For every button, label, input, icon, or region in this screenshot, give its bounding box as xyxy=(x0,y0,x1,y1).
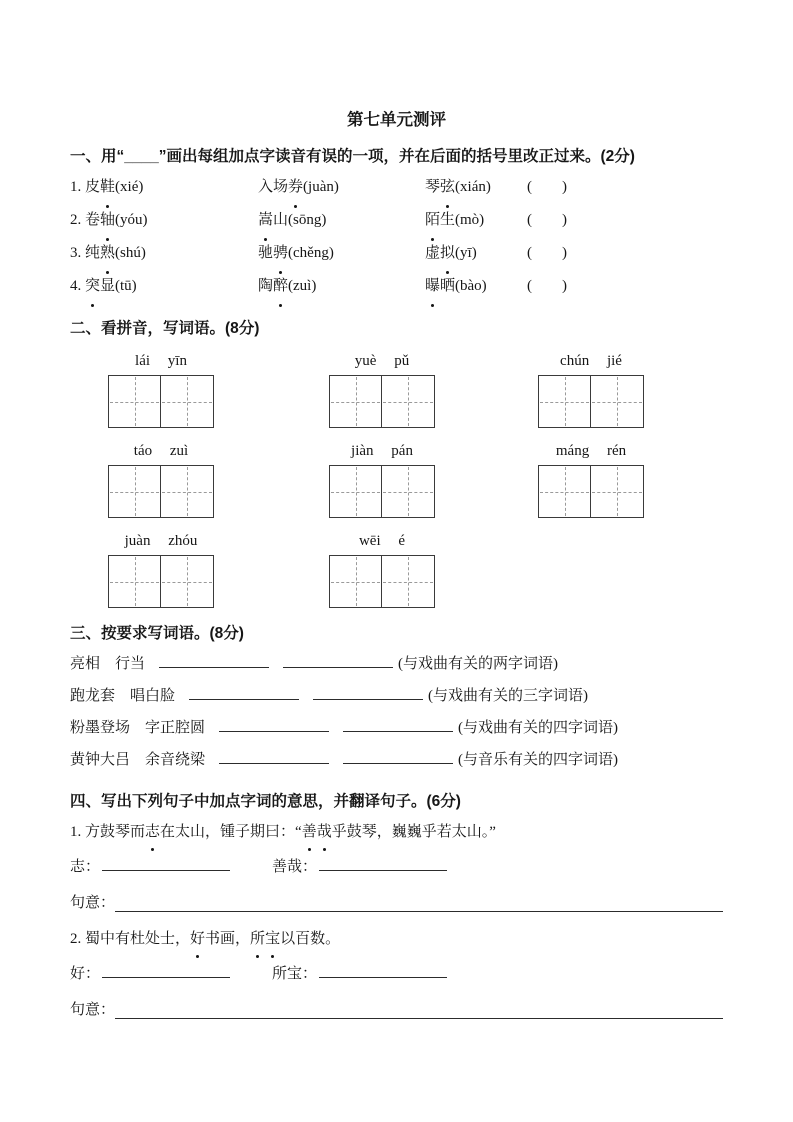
pinyin-item: 1. 皮鞋(xié) xyxy=(70,171,258,204)
section-one-heading: 一、用“____”画出每组加点字读音有误的一项，并在后面的括号里改正过来。(2分) xyxy=(70,148,635,165)
pinyin-grid-group xyxy=(538,351,644,428)
translation-row xyxy=(70,995,723,1025)
pinyin-item: 陶醉(zuì) xyxy=(258,270,425,303)
answer-blank xyxy=(219,718,329,732)
category-note: (与音乐有关的四字词语) xyxy=(458,752,619,768)
answer-blank xyxy=(319,964,447,978)
pronunciation-row xyxy=(70,237,723,270)
grid-cell xyxy=(591,375,644,428)
answer-blank xyxy=(159,654,269,668)
blank-label: 句意： xyxy=(70,895,116,911)
blank-label: 善哉： xyxy=(272,859,318,875)
meaning-blanks-row xyxy=(70,959,723,989)
category-note: (与戏曲有关的三字词语) xyxy=(428,688,589,704)
blank-label: 句意： xyxy=(70,1002,116,1018)
category-note: (与戏曲有关的两字词语) xyxy=(398,656,559,672)
pinyin-item: 2. 卷轴(yóu) xyxy=(70,204,258,237)
word-category-row xyxy=(70,680,723,712)
translation-row xyxy=(70,888,723,918)
meaning-blanks-row xyxy=(70,852,723,882)
answer-blank xyxy=(189,686,299,700)
answer-blank xyxy=(283,654,393,668)
category-note: (与戏曲有关的四字词语) xyxy=(458,720,619,736)
answer-blank xyxy=(219,750,329,764)
pinyin-grid-group xyxy=(329,441,435,518)
sentence-text: 1. 方鼓琴而志在太山，锺子期曰：“善哉乎鼓琴，巍巍乎若太山。” xyxy=(70,817,723,847)
given-words: 粉墨登场 字正腔圆 xyxy=(70,720,206,736)
pinyin-label: juàn zhóu xyxy=(124,533,198,549)
grid-cell xyxy=(161,555,214,608)
sentence-text: 2. 蜀中有杜处士，好书画，所宝以百数。 xyxy=(70,924,723,954)
grid-cell xyxy=(108,375,161,428)
grid-cell xyxy=(108,465,161,518)
pinyin-label: lái yīn xyxy=(135,353,187,369)
grid-cell xyxy=(538,465,591,518)
writing-grid xyxy=(329,375,435,428)
grid-cell xyxy=(161,375,214,428)
pinyin-item: 嵩山(sōng) xyxy=(258,204,425,237)
answer-bracket: ( ) xyxy=(527,212,567,228)
answer-blank xyxy=(102,857,230,871)
pinyin-item: 琴弦(xián) xyxy=(425,171,525,204)
writing-grid xyxy=(329,465,435,518)
pinyin-item: 陌生(mò) xyxy=(425,204,525,237)
pinyin-label: yuè pǔ xyxy=(354,353,410,369)
pinyin-label: táo zuì xyxy=(133,443,189,459)
answer-blank xyxy=(343,750,453,764)
pinyin-grid-group xyxy=(329,351,435,428)
answer-blank xyxy=(115,911,723,912)
pinyin-grid-row xyxy=(70,531,723,608)
section-three-heading: 三、按要求写词语。(8分) xyxy=(70,625,244,642)
grid-cell xyxy=(382,375,435,428)
given-words: 亮相 行当 xyxy=(70,656,146,672)
pinyin-grid-group xyxy=(108,531,214,608)
writing-grid xyxy=(108,375,214,428)
word-category-row xyxy=(70,712,723,744)
pinyin-item: 虚拟(yī) xyxy=(425,237,525,270)
answer-bracket: ( ) xyxy=(527,245,567,261)
grid-cell xyxy=(591,465,644,518)
pronunciation-row xyxy=(70,204,723,237)
answer-blank xyxy=(313,686,423,700)
pinyin-grid-group xyxy=(329,531,435,608)
grid-cell xyxy=(329,555,382,608)
answer-blank xyxy=(319,857,447,871)
pinyin-label: wēi é xyxy=(358,533,406,549)
writing-grid xyxy=(538,465,644,518)
writing-grid xyxy=(108,465,214,518)
grid-cell xyxy=(161,465,214,518)
pinyin-label: chún jié xyxy=(560,353,622,369)
grid-cell xyxy=(329,375,382,428)
pinyin-grid-row xyxy=(70,441,723,518)
pronunciation-row xyxy=(70,171,723,204)
answer-blank xyxy=(343,718,453,732)
grid-cell xyxy=(382,555,435,608)
pinyin-item: 3. 纯熟(shú) xyxy=(70,237,258,270)
pronunciation-row xyxy=(70,270,723,303)
pinyin-item: 曝晒(bào) xyxy=(425,270,525,303)
given-words: 黄钟大吕 余音绕梁 xyxy=(70,752,206,768)
grid-cell xyxy=(538,375,591,428)
answer-bracket: ( ) xyxy=(527,278,567,294)
writing-grid xyxy=(538,375,644,428)
pinyin-item: 驰骋(chěng) xyxy=(258,237,425,270)
section-four-heading: 四、写出下列句子中加点字词的意思，并翻译句子。(6分) xyxy=(70,793,461,810)
blank-label: 好： xyxy=(70,966,101,982)
grid-cell xyxy=(108,555,161,608)
pinyin-label: máng rén xyxy=(555,443,627,459)
pinyin-grid-group xyxy=(108,441,214,518)
blank-label: 志： xyxy=(70,859,101,875)
grid-cell xyxy=(329,465,382,518)
grid-cell xyxy=(382,465,435,518)
answer-bracket: ( ) xyxy=(527,179,567,195)
pinyin-grid-group xyxy=(538,441,644,518)
pinyin-item: 入场券(juàn) xyxy=(258,171,425,204)
pinyin-grid-row xyxy=(70,351,723,428)
section-two-heading: 二、看拼音，写词语。(8分) xyxy=(70,320,260,337)
writing-grid xyxy=(108,555,214,608)
word-category-row xyxy=(70,648,723,680)
writing-grid xyxy=(329,555,435,608)
answer-blank xyxy=(102,964,230,978)
page-title: 第七单元测评 xyxy=(347,111,446,129)
answer-blank xyxy=(115,1018,723,1019)
given-words: 跑龙套 唱白脸 xyxy=(70,688,176,704)
pinyin-grid-group xyxy=(108,351,214,428)
word-category-row xyxy=(70,744,723,776)
pinyin-item: 4. 突显(tū) xyxy=(70,270,258,303)
pinyin-label: jiàn pán xyxy=(351,443,413,459)
blank-label: 所宝： xyxy=(272,966,318,982)
